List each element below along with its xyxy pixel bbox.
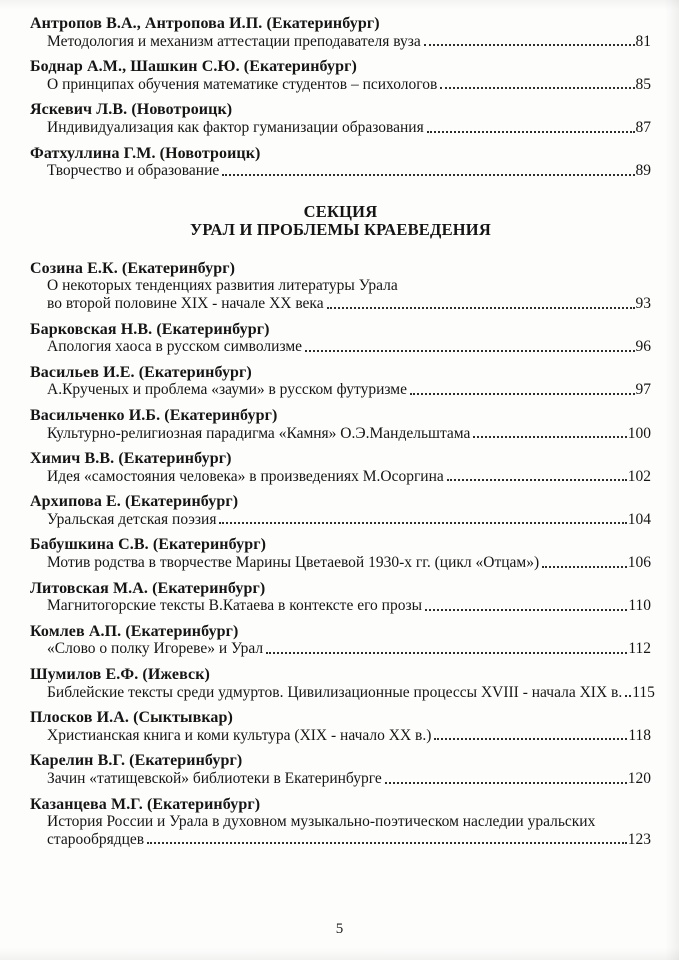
toc-entry-title-row xyxy=(30,381,651,399)
toc-entry-title: старообрядцев xyxy=(47,830,145,848)
toc-entry xyxy=(30,709,651,744)
dot-leader xyxy=(425,609,627,611)
toc-entry-title-line: История России и Урала в духовном музыкально-поэтическом наследии уральских xyxy=(47,813,596,831)
toc-entry-title-row xyxy=(30,162,651,180)
scan-artifact-bottom xyxy=(0,948,679,960)
section-heading-line: УРАЛ И ПРОБЛЕМЫ КРАЕВЕДЕНИЯ xyxy=(190,220,491,240)
toc-entry-page-number: 104 xyxy=(627,510,651,528)
toc-entry-title-row xyxy=(30,468,651,486)
dot-leader xyxy=(424,44,635,46)
toc-entry-title-row xyxy=(30,76,651,94)
toc-entry xyxy=(30,101,651,136)
toc-entry-title: Библейские тексты среди удмуртов. Цивилизационные процессы XVIII - начала XIX в. xyxy=(47,683,623,701)
toc-entry-page-number: 93 xyxy=(635,294,651,312)
toc-entry xyxy=(30,450,651,485)
toc-entry-page-number: 120 xyxy=(627,770,651,787)
toc-entry xyxy=(30,623,651,658)
toc-entry-title: Апология хаоса в русском символизме xyxy=(47,338,303,356)
toc-entry-page-number: 110 xyxy=(628,597,651,615)
toc-entry-title-row xyxy=(30,727,651,745)
toc-entry-title: О принципах обучения математике студентов – психологов xyxy=(47,75,438,93)
scan-artifact-top xyxy=(0,0,679,10)
toc-entry-author: Плосков И.А. (Сыктывкар) xyxy=(30,709,233,727)
toc-entry xyxy=(30,752,651,787)
toc-entry-page-number: 97 xyxy=(635,381,651,399)
toc-entry-page-number: 89 xyxy=(635,162,651,180)
toc-entry-title: Творчество и образование xyxy=(47,162,220,180)
toc-entry-title: Индивидуализация как фактор гуманизации образования xyxy=(47,118,424,136)
toc-entry-page-number: 115 xyxy=(632,683,655,701)
toc-entry-title-row xyxy=(30,295,651,313)
toc-entry-page-number: 100 xyxy=(627,424,651,442)
page-number-folio: 5 xyxy=(335,921,344,937)
dot-leader xyxy=(440,87,634,89)
toc-entry-title-row xyxy=(30,554,651,572)
toc-entry-page-number: 112 xyxy=(628,640,651,658)
toc-entry-page-number: 102 xyxy=(627,467,651,485)
toc-entry-author: Яскевич Л.В. (Новотроицк) xyxy=(30,101,233,119)
toc-entry-page-number: 81 xyxy=(635,32,651,50)
toc-entry xyxy=(30,493,651,528)
dot-leader xyxy=(222,174,634,176)
toc-entry-author: Антропов В.А., Антропова И.П. (Екатеринбург) xyxy=(30,15,380,32)
dot-leader xyxy=(266,652,627,654)
toc-entry-author: Созина Е.К. (Екатеринбург) xyxy=(30,259,236,277)
toc-entry-title: Христианская книга и коми культура (XIX - начало XX в.) xyxy=(47,726,432,744)
toc-entry xyxy=(30,364,651,399)
toc-entry-title: Мотив родства в творчестве Марины Цветаевой 1930-х гг. (цикл «Отцам») xyxy=(47,554,540,572)
dot-leader xyxy=(147,842,627,844)
section-heading-line: СЕКЦИЯ xyxy=(303,201,378,221)
toc-entry-author: Казанцева М.Г. (Екатеринбург) xyxy=(30,795,261,813)
toc-entry-title-row xyxy=(30,597,651,615)
toc-entry-title-row xyxy=(30,831,651,849)
toc-entry-title: Методология и механизм аттестации преподавателя вуза xyxy=(47,32,421,50)
toc-entry xyxy=(30,666,655,701)
toc-entry-title-row xyxy=(30,770,651,788)
toc-entry xyxy=(30,15,651,50)
toc-list xyxy=(30,15,655,856)
toc-entry-title: Культурно-религиозная парадигма «Камня» О.Э.Мандельштама xyxy=(47,424,471,442)
dot-leader xyxy=(542,566,627,568)
toc-entry xyxy=(30,536,651,571)
dot-leader xyxy=(327,307,635,309)
toc-entry-title-line: О некоторых тенденциях развития литературы Урала xyxy=(47,277,398,295)
dot-leader xyxy=(625,695,631,697)
toc-entry-title: Зачин «татищевской» библиотеки в Екатеринбурге xyxy=(47,770,382,787)
toc-entry-author: Васильев И.Е. (Екатеринбург) xyxy=(30,363,252,381)
toc-entry-page-number: 96 xyxy=(635,338,651,356)
toc-entry-author: Васильченко И.Б. (Екатеринбург) xyxy=(30,406,278,424)
toc-entry-author: Шумилов Е.Ф. (Ижевск) xyxy=(30,666,210,684)
dot-leader xyxy=(434,738,627,740)
toc-entry-author: Архипова Е. (Екатеринбург) xyxy=(30,493,239,511)
toc-entry-title-row xyxy=(30,119,651,137)
toc-entry-title-row xyxy=(30,683,655,702)
toc-entry-page-number: 87 xyxy=(635,118,651,136)
dot-leader xyxy=(385,782,627,784)
section-heading xyxy=(30,203,651,240)
toc-entry-title-row xyxy=(30,338,651,356)
toc-entry xyxy=(30,145,651,180)
toc-entry-author: Комлев А.П. (Екатеринбург) xyxy=(30,622,239,640)
toc-entry-page-number: 123 xyxy=(627,830,651,848)
toc-entry-author: Фатхуллина Г.М. (Новотроицк) xyxy=(30,144,261,162)
toc-entry-page-number: 106 xyxy=(627,554,651,572)
dot-leader xyxy=(410,393,635,395)
toc-entry-title-row xyxy=(30,640,651,658)
dot-leader xyxy=(305,350,634,352)
toc-entry-author: Бабушкина С.В. (Екатеринбург) xyxy=(30,536,267,554)
toc-entry-title: во второй половине XIX - начале XX века xyxy=(47,294,324,312)
dot-leader xyxy=(427,131,635,133)
toc-entry xyxy=(30,260,651,313)
toc-entry-author: Литовская М.А. (Екатеринбург) xyxy=(30,579,266,597)
toc-entry-author: Карелин В.Г. (Екатеринбург) xyxy=(30,752,243,770)
toc-entry-author: Химич В.В. (Екатеринбург) xyxy=(30,450,232,468)
scan-artifact-right xyxy=(665,0,679,960)
toc-entry-page-number: 85 xyxy=(635,75,651,93)
toc-entry xyxy=(30,58,651,93)
toc-entry-title: Идея «самостояния человека» в произведениях М.Осоргина xyxy=(47,467,444,485)
toc-entry xyxy=(30,580,651,615)
toc-entry-author: Барковская Н.В. (Екатеринбург) xyxy=(30,320,270,338)
toc-entry-author: Боднар А.М., Шашкин С.Ю. (Екатеринбург) xyxy=(30,58,357,76)
toc-entry-page-number: 118 xyxy=(628,726,651,744)
toc-entry-title: А.Крученых и проблема «зауми» в русском футуризме xyxy=(47,381,407,399)
dot-leader xyxy=(219,522,626,524)
toc-entry xyxy=(30,321,651,356)
toc-entry xyxy=(30,796,651,849)
dot-leader xyxy=(447,479,627,481)
toc-entry-title-row xyxy=(30,511,651,529)
toc-entry-title-row xyxy=(30,33,651,51)
toc-entry-title: Магнитогорские тексты В.Катаева в контексте его прозы xyxy=(47,597,423,615)
toc-entry xyxy=(30,407,651,442)
toc-entry-title-row xyxy=(30,425,651,443)
toc-entry-title: «Слово о полку Игореве» и Урал xyxy=(47,640,264,658)
toc-entry-title: Уральская детская поэзия xyxy=(47,510,217,528)
dot-leader xyxy=(473,436,626,438)
